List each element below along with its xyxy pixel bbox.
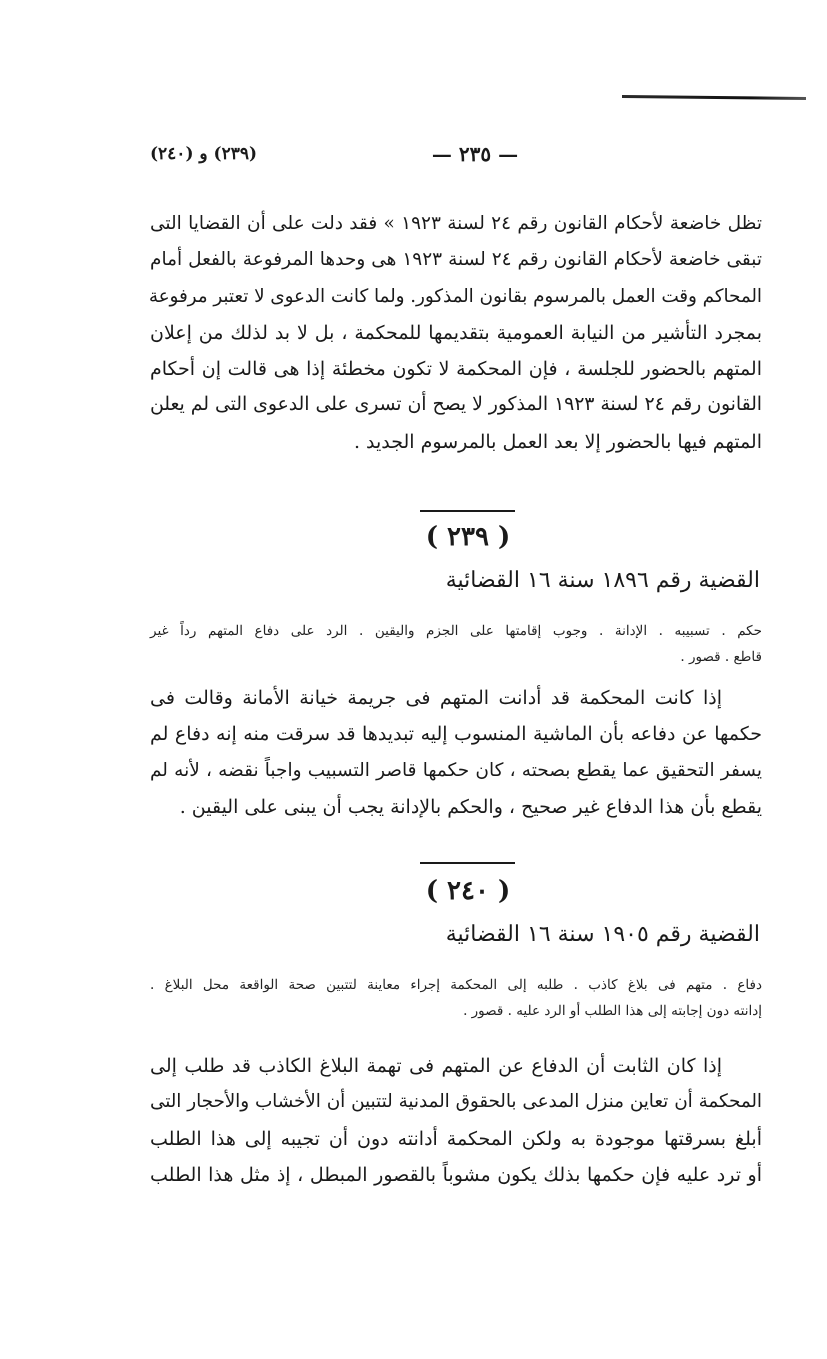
- case-body-240: [150, 1048, 762, 1193]
- case-summary-240: [150, 972, 762, 1024]
- summary-line: إدانته دون إجابته إلى هذا الطلب أو الرد عليه . قصور .: [463, 1003, 762, 1019]
- page-number: — ٢٣٥ —: [431, 142, 519, 166]
- text-line: يسفر التحقيق عما يقطع بصحته ، كان حكمها قاصر التسبيب واجباً نقضه ، لأنه لم: [150, 759, 762, 781]
- text-line: أبلغ بسرقتها موجودة به ولكن المحكمة أدانته دون أن تجيبه إلى هذا الطلب: [150, 1127, 762, 1150]
- section-divider: [420, 510, 515, 512]
- text-line: إذا كانت المحكمة قد أدانت المتهم فى جريمة خيانة الأمانة وقالت فى: [150, 687, 722, 709]
- text-line: أو ترد عليه فإن حكمها بذلك يكون مشوباً بالقصور المبطل ، إذ مثل هذا الطلب: [150, 1163, 762, 1186]
- text-line: المتهم بالحضور للجلسة ، فإن المحكمة لا تكون مخطئة إذا هى قالت إن أحكام: [150, 358, 762, 381]
- case-title-239: القضية رقم ١٨٩٦ سنة ١٦ القضائية: [445, 568, 760, 593]
- text-line: حكمها عن دفاعه بأن الماشية المنسوب إليه تبديدها قد سرقت منه إنه دفاع لم: [150, 723, 762, 746]
- running-head-cases: (٢٣٩) و (٢٤٠): [150, 144, 258, 164]
- scan-edge-rule: [622, 95, 806, 100]
- text-line: المحاكم وقت العمل بالمرسوم بقانون المذكور. ولما كانت الدعوى لا تعتبر مرفوعة: [148, 285, 762, 307]
- text-line: المحكمة أن تعاين منزل المدعى بالحقوق المدنية لتتبين أن الأخشاب والأحجار التى: [150, 1091, 762, 1113]
- case-number-240: ( ٢٤٠ ): [425, 876, 511, 906]
- text-line: بمجرد التأشير من النيابة العمومية بتقديمها للمحكمة ، بل لا بد لذلك من إعلان: [150, 321, 762, 344]
- section-divider: [420, 862, 515, 864]
- text-line: المتهم فيها بالحضور إلا بعد العمل بالمرسوم الجديد .: [353, 430, 762, 453]
- case-number-239: ( ٢٣٩ ): [425, 522, 511, 552]
- summary-line: حكم . تسبيبه . الإدانة . وجوب إقامتها على الجزم واليقين . الرد على دفاع المتهم رداً غير: [150, 623, 762, 639]
- text-line: يقطع بأن هذا الدفاع غير صحيح ، والحكم بالإدانة يجب أن يبنى على اليقين .: [179, 795, 762, 818]
- text-line: إذا كان الثابت أن الدفاع عن المتهم فى تهمة البلاغ الكاذب قد طلب إلى: [150, 1055, 722, 1077]
- case-title-240: القضية رقم ١٩٠٥ سنة ١٦ القضائية: [445, 922, 760, 947]
- summary-line: دفاع . متهم فى بلاغ كاذب . طلبه إلى المحكمة إجراء معاينة لتتبين صحة الواقعة محل البلاغ .: [150, 977, 762, 993]
- text-line: القانون رقم ٢٤ لسنة ١٩٢٣ المذكور لا يصح أن تسرى على الدعوى التى لم يعلن: [150, 394, 762, 416]
- case-body-239: [150, 680, 762, 825]
- text-line: تظل خاضعة لأحكام القانون رقم ٢٤ لسنة ١٩٢٣ » فقد دلت على أن القضايا التى: [150, 213, 762, 234]
- continuation-paragraph: [150, 206, 762, 460]
- page-header: [150, 140, 770, 180]
- text-line: تبقى خاضعة لأحكام القانون رقم ٢٤ لسنة ١٩٢٣ هى وحدها المرفوعة بالفعل أمام: [150, 249, 762, 271]
- summary-line: قاطع . قصور .: [680, 649, 762, 665]
- case-summary-239: [150, 618, 762, 670]
